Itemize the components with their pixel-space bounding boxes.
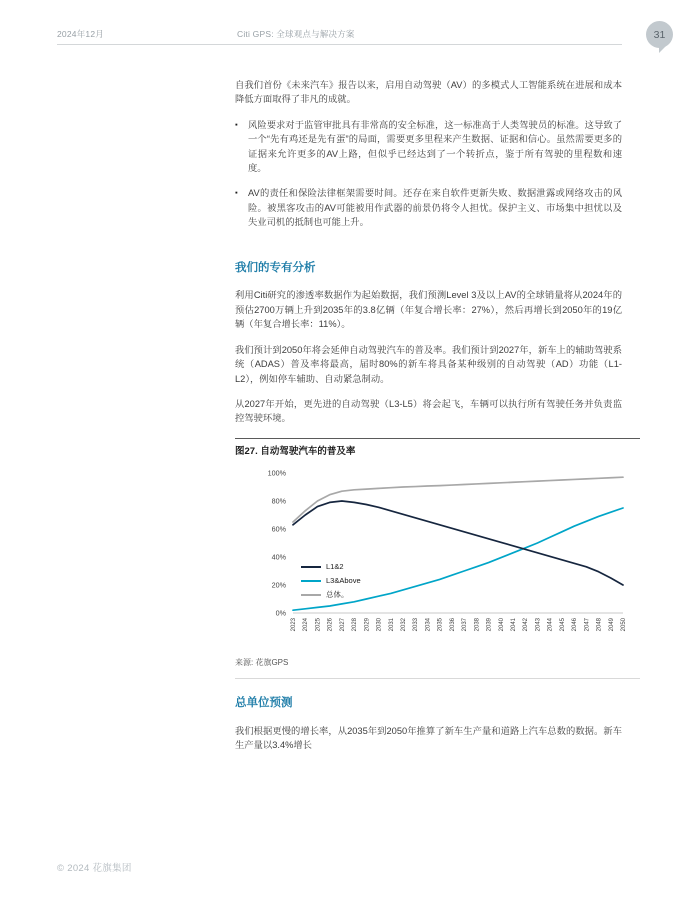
figure-27	[235, 438, 640, 679]
analysis-paragraph: 从2027年开始，更先进的自动驾驶（L3-L5）将会起飞，车辆可以执行所有驾驶任务并负责监控驾驶环境。	[235, 398, 622, 424]
svg-text:2042: 2042	[523, 618, 530, 632]
svg-text:2034: 2034	[425, 618, 432, 632]
bullet-text: 风险要求对于监管审批具有非常高的安全标准，这一标准高于人类驾驶员的标准。这导致了一个“先有鸡还是先有蛋”的局面，需要更多里程来产生数据、证据和信心。虽然需要更多的证据来允许更多的AV上路，但似乎已经达到了一个转折点，鉴于所有驾驶的里程数和速度。	[248, 119, 622, 174]
legend-label: L3&Above	[326, 576, 361, 586]
header-rule	[57, 44, 622, 45]
svg-text:2038: 2038	[474, 618, 481, 632]
svg-text:2036: 2036	[449, 618, 456, 632]
svg-text:2035: 2035	[437, 618, 444, 632]
figure-title: 图27. 自动驾驶汽车的普及率	[235, 445, 356, 457]
legend-label: 总体。	[326, 589, 349, 599]
chart-legend	[301, 561, 361, 602]
units-paragraph: 我们根据更慢的增长率，从2035年到2050年推算了新车生产量和道路上汽车总数的数据。新车生产量以3.4%增长	[235, 725, 622, 751]
page-number: 31	[653, 28, 666, 41]
svg-text:100%: 100%	[267, 468, 286, 478]
svg-text:2043: 2043	[535, 618, 542, 632]
svg-text:2047: 2047	[584, 618, 591, 632]
bullet-text: AV的责任和保险法律框架需要时间。还存在来自软件更新失败、数据泄露或网络攻击的风险。被黑客攻击的AV可能被用作武器的前景仍将令人担忧。保护主义、市场集中担忧以及失业司机的抵制也可能上升。	[248, 188, 622, 228]
section-heading-analysis: 我们的专有分析	[235, 261, 316, 274]
analysis-paragraph: 利用Citi研究的渗透率数据作为起始数据，我们预测Level 3及以上AV的全球销量将从2024年的预估2700万辆上升到2035年的3.8亿辆（年复合增长率：27%），然后再增长到2050年的19亿辆（年复合增长率：11%）。	[235, 290, 622, 330]
legend-item-l12	[301, 561, 361, 573]
svg-text:2037: 2037	[462, 618, 469, 632]
svg-text:0%: 0%	[275, 608, 286, 618]
legend-item-total	[301, 589, 361, 601]
intro-paragraph: 自我们首份《未来汽车》报告以来，启用自动驾驶（AV）的多模式人工智能系统在进展和成本降低方面取得了非凡的成就。	[235, 80, 622, 105]
bullet-item	[235, 118, 622, 176]
svg-text:2023: 2023	[291, 618, 297, 632]
svg-text:2032: 2032	[401, 618, 407, 632]
legend-swatch-l12	[301, 566, 321, 568]
svg-text:2026: 2026	[327, 618, 334, 632]
svg-text:2039: 2039	[486, 618, 493, 632]
figure-source: 来源: 花旗GPS	[235, 658, 289, 668]
svg-text:2045: 2045	[559, 618, 566, 632]
svg-text:2044: 2044	[547, 618, 554, 632]
svg-text:2024: 2024	[303, 618, 310, 632]
bullet-icon: ▪	[235, 188, 238, 198]
header-date: 2024年12月	[57, 29, 104, 39]
legend-label: L1&2	[326, 562, 344, 572]
chart-canvas	[235, 465, 640, 647]
svg-text:2050: 2050	[621, 618, 627, 632]
header-title: Citi GPS: 全球观点与解决方案	[237, 29, 355, 39]
svg-text:2048: 2048	[596, 618, 603, 632]
svg-text:80%: 80%	[271, 496, 286, 506]
section-heading-units: 总单位预测	[235, 696, 293, 709]
svg-text:40%: 40%	[271, 552, 286, 562]
bullet-icon: ▪	[235, 119, 238, 129]
content-column	[235, 78, 627, 763]
svg-text:2030: 2030	[376, 618, 383, 632]
legend-swatch-l3above	[301, 580, 321, 582]
svg-text:2029: 2029	[364, 618, 371, 632]
svg-text:2049: 2049	[608, 618, 615, 632]
svg-text:2033: 2033	[413, 618, 420, 632]
analysis-paragraph: 我们预计到2050年将会延伸自动驾驶汽车的普及率。我们预计到2027年，新车上的辅助驾驶系统（ADAS）普及率将最高，届时80%的新车将具备某种级别的自动驾驶（AD）功能（L1-L2），例如停车辅助、自动紧急制动。	[235, 344, 622, 384]
svg-text:2041: 2041	[511, 618, 517, 632]
svg-text:2040: 2040	[498, 618, 505, 632]
svg-text:2025: 2025	[315, 618, 322, 632]
svg-text:20%: 20%	[271, 580, 286, 590]
svg-text:2031: 2031	[388, 618, 395, 632]
adoption-line-chart	[235, 465, 640, 653]
svg-text:60%: 60%	[271, 524, 286, 534]
svg-text:2028: 2028	[352, 618, 359, 632]
svg-text:2046: 2046	[572, 618, 579, 632]
legend-swatch-total	[301, 594, 321, 596]
footer-copyright: © 2024 花旗集团	[57, 863, 132, 874]
svg-text:2027: 2027	[339, 618, 346, 632]
legend-item-l3above	[301, 575, 361, 587]
page-number-bubble	[646, 21, 673, 48]
bullet-item	[235, 186, 622, 229]
